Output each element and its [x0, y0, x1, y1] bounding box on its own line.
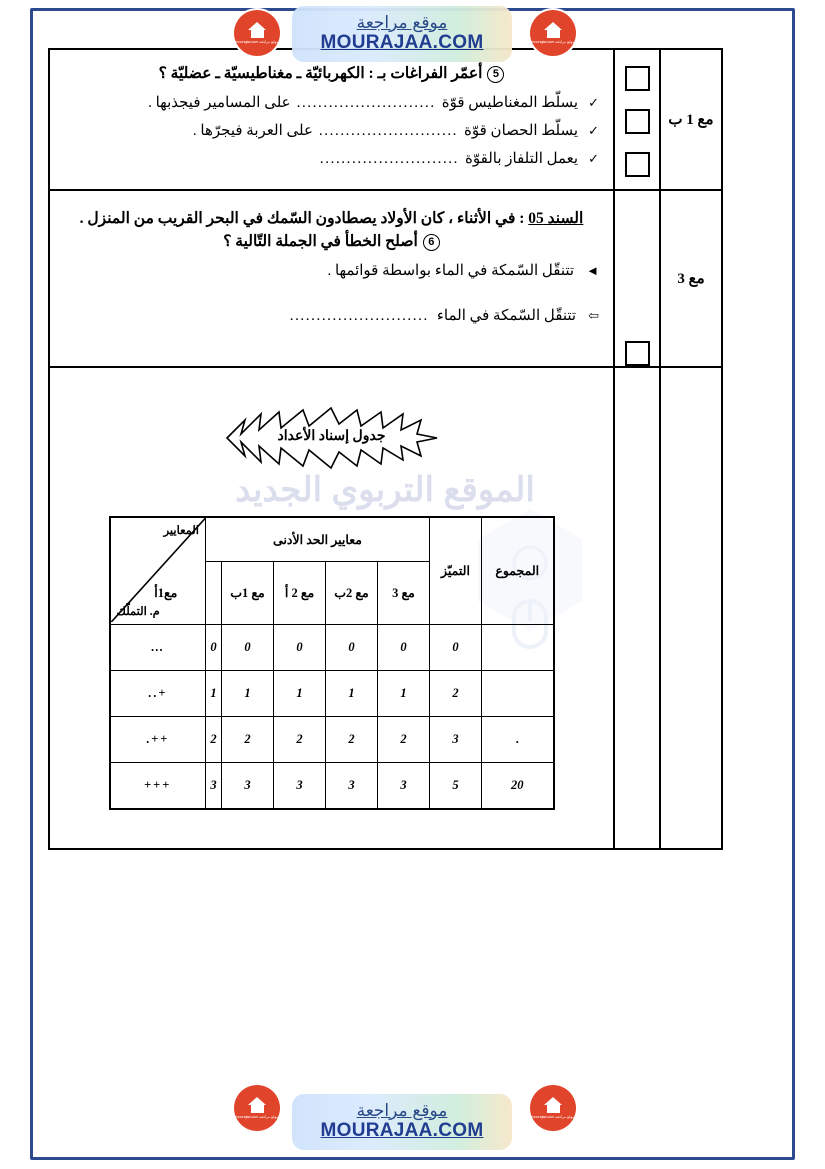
- question-heading-1: [64, 64, 599, 83]
- grades-row: [110, 717, 554, 763]
- site-logo-icon[interactable]: [234, 1085, 280, 1131]
- row-value: 2: [222, 717, 274, 763]
- exam-block-2: [48, 189, 723, 366]
- row-value: 3: [378, 763, 430, 809]
- fill-blank-item: [64, 121, 599, 140]
- site-banner-line2: MOURAJAA.COM: [320, 1120, 484, 1142]
- source-label: السند 05: [528, 210, 584, 227]
- row-value: 0: [274, 625, 326, 671]
- row-value: 1: [206, 671, 222, 717]
- home-base-icon: [547, 29, 560, 38]
- site-banner-line2: MOURAJAA.COM: [320, 32, 484, 54]
- question-number-badge: 6: [423, 234, 440, 251]
- score-box[interactable]: [625, 109, 650, 134]
- score-boxes-2: [613, 191, 659, 366]
- row-total: [482, 671, 554, 717]
- row-label: …: [110, 625, 206, 671]
- exam-sheet: [48, 48, 723, 850]
- row-excellence: 5: [430, 763, 482, 809]
- fill-blank-item: [64, 93, 599, 112]
- score-boxes-spacer: [613, 368, 659, 848]
- row-value: 2: [378, 717, 430, 763]
- site-logo-icon[interactable]: [530, 10, 576, 56]
- row-label: +..: [110, 671, 206, 717]
- site-logo-caption: موقع مراجعة mourajaa.com: [235, 39, 279, 44]
- grading-title-text: جدول إسناد الأعداد: [277, 429, 386, 444]
- given-sentence-item: [64, 261, 599, 280]
- item-text-before: تتنقّل السّمكة في الماء: [436, 308, 577, 324]
- question-number-badge: 5: [487, 66, 504, 83]
- row-value: 2: [206, 717, 222, 763]
- row-value: 3: [222, 763, 274, 809]
- source-text-2: [64, 209, 599, 228]
- header-total: المجموع: [482, 517, 554, 625]
- score-boxes-1: [613, 50, 659, 189]
- criterion-spacer: [659, 368, 721, 848]
- score-box[interactable]: [625, 152, 650, 177]
- center-watermark-text: الموقع التربوي الجديد: [235, 471, 535, 509]
- site-banner-line1: موقع مراجعة: [356, 12, 448, 32]
- row-value: 3: [206, 763, 222, 809]
- item-text-before: يسلّط الحصان قوّة: [464, 123, 579, 139]
- row-value: 2: [326, 717, 378, 763]
- row-value: 0: [378, 625, 430, 671]
- score-box[interactable]: [625, 341, 650, 366]
- grades-row: [110, 625, 554, 671]
- row-value: 3: [326, 763, 378, 809]
- site-banner-line1: موقع مراجعة: [356, 1100, 448, 1120]
- row-value: 3: [274, 763, 326, 809]
- answer-blank[interactable]: ..........................: [318, 123, 459, 139]
- question-heading-2: [64, 232, 599, 251]
- criterion-label-2: مع 3: [659, 191, 721, 366]
- answer-blank[interactable]: ..........................: [289, 308, 429, 324]
- row-total: 20: [482, 763, 554, 809]
- criteria-col-3: مع 1ب: [222, 562, 274, 625]
- site-logo-caption: موقع مراجعة mourajaa.com: [235, 1114, 279, 1119]
- question-heading-text: أصلح الخطأ في الجملة التّالية ؟: [223, 233, 418, 250]
- question-body-2: [50, 191, 613, 366]
- criterion-label-1: مع 1 ب: [659, 50, 721, 189]
- home-base-icon: [547, 1104, 560, 1113]
- row-excellence: 0: [430, 625, 482, 671]
- corner-bottom-label: م. التملّك: [116, 606, 160, 618]
- row-value: 1: [222, 671, 274, 717]
- question-heading-text: أعمّر الفراغات بـ : الكهربائيّة ـ مغناطيسيّة ـ عضليّة ؟: [158, 65, 483, 82]
- grading-block: [48, 366, 723, 850]
- question-body-1: [50, 50, 613, 189]
- row-excellence: 3: [430, 717, 482, 763]
- row-total: [482, 625, 554, 671]
- grading-body: [50, 368, 613, 848]
- home-base-icon: [251, 29, 264, 38]
- arrow-bullet-icon: ◄: [586, 263, 599, 278]
- row-value: 0: [206, 625, 222, 671]
- row-value: 1: [378, 671, 430, 717]
- criteria-col-4: مع1أ: [110, 562, 222, 625]
- site-logo-icon[interactable]: [530, 1085, 576, 1131]
- row-value: 0: [222, 625, 274, 671]
- arrow-bullet-icon: ⇦: [588, 308, 599, 323]
- item-text-before: يعمل التلفاز بالقوّة: [465, 151, 579, 167]
- grades-table-wrapper: [64, 498, 599, 836]
- item-text-after: على المسامير فيجذبها .: [148, 95, 291, 111]
- row-label: +++: [110, 763, 206, 809]
- check-bullet-icon: ✓: [588, 95, 599, 110]
- grades-header-row-1: [110, 517, 554, 562]
- score-box[interactable]: [625, 66, 650, 91]
- exam-block-1: [48, 48, 723, 189]
- item-text-after: على العربة فيجرّها .: [192, 123, 313, 139]
- criteria-col-2: مع 2 أ: [274, 562, 326, 625]
- site-logo-caption: موقع مراجعة mourajaa.com: [531, 39, 575, 44]
- criteria-col-1: مع 2ب: [326, 562, 378, 625]
- row-value: 2: [274, 717, 326, 763]
- check-bullet-icon: ✓: [588, 151, 599, 166]
- home-base-icon: [251, 1104, 264, 1113]
- corner-top-label: المعايير: [163, 525, 199, 537]
- answer-blank[interactable]: ..........................: [319, 151, 459, 167]
- site-logo-caption: موقع مراجعة mourajaa.com: [531, 1114, 575, 1119]
- row-total: .: [482, 717, 554, 763]
- row-excellence: 2: [430, 671, 482, 717]
- row-value: 1: [326, 671, 378, 717]
- row-value: 1: [274, 671, 326, 717]
- header-excellence: التميّز: [430, 517, 482, 625]
- row-label: ++.: [110, 717, 206, 763]
- item-text-before: تتنقّل السّمكة في الماء بواسطة قوائمها .: [327, 263, 575, 279]
- row-value: 0: [326, 625, 378, 671]
- criteria-col-0: مع 3: [378, 562, 430, 625]
- grades-table: [109, 516, 555, 810]
- diagonal-header-cell: [111, 518, 206, 624]
- header-criteria-corner: [110, 517, 206, 625]
- check-bullet-icon: ✓: [588, 123, 599, 138]
- site-logo-icon[interactable]: [234, 10, 280, 56]
- grades-row: [110, 671, 554, 717]
- fill-blank-item: [64, 149, 599, 168]
- grading-title-badge: [64, 378, 599, 498]
- answer-blank[interactable]: ..........................: [296, 95, 436, 111]
- source-sentence: : في الأثناء ، كان الأولاد يصطادون السّمك في البحر القريب من المنزل .: [79, 210, 529, 227]
- grades-row: [110, 763, 554, 809]
- item-text-before: يسلّط المغناطيس قوّة: [441, 95, 579, 111]
- site-banner-top[interactable]: [292, 6, 512, 62]
- header-min-criteria: معايير الحد الأدنى: [206, 517, 430, 562]
- site-banner-bottom[interactable]: [292, 1094, 512, 1150]
- correction-item: [64, 306, 599, 325]
